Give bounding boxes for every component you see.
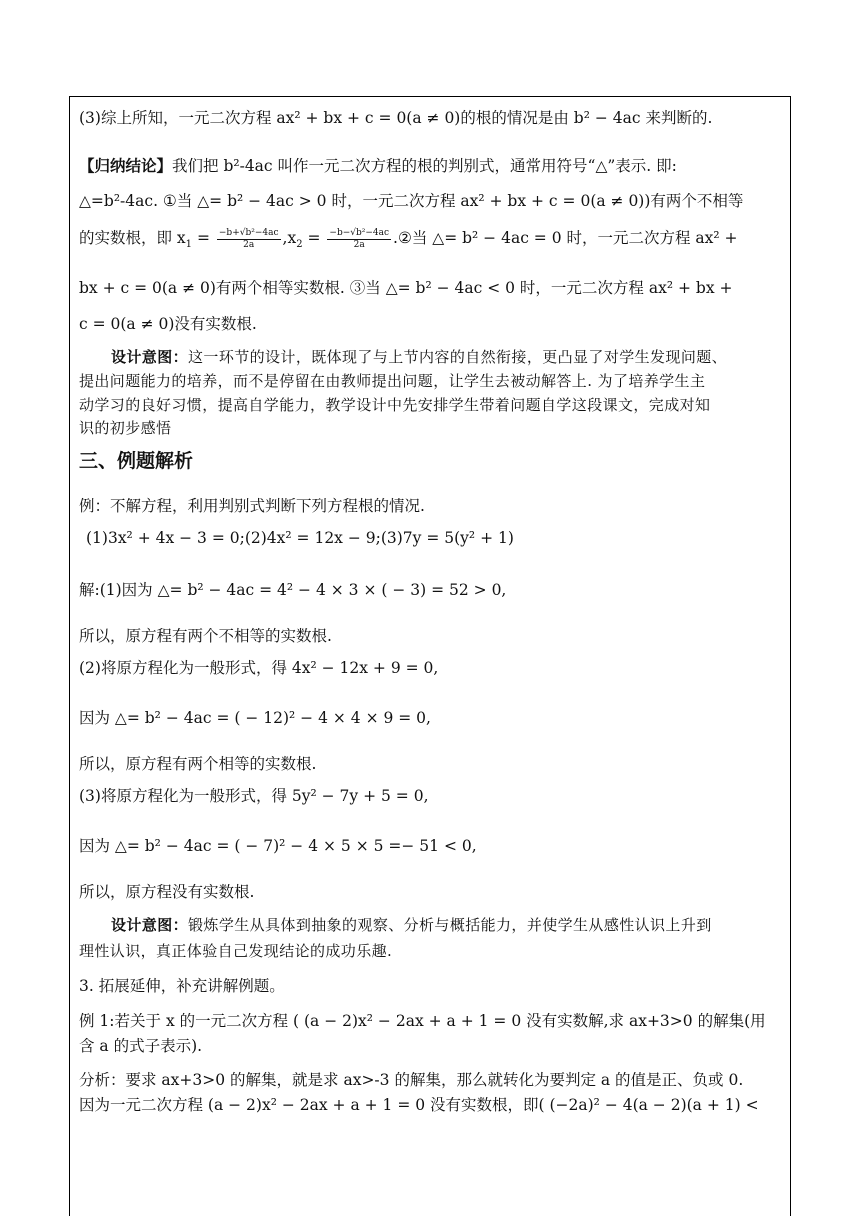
conclusion-bracket-label: 【归纳结论】 [79, 156, 173, 175]
subscript-1: 1 [185, 239, 193, 251]
conclusion-text-3b: ,x [282, 229, 297, 247]
solution-3-conclusion: 所以，原方程没有实数根. [79, 883, 255, 901]
solution-2-conclusion: 所以，原方程有两个相等的实数根. [79, 755, 317, 773]
fraction-1-numerator: −b+√b²−4ac [218, 227, 279, 238]
section-heading-examples: 三、例题解析 [79, 450, 194, 472]
design-intent-2-text-1: 锻炼学生从具体到抽象的观察、分析与概括能力，并使学生从感性认识上升到 [188, 916, 712, 934]
design-intent-2-line-2: 理性认识，真正体验自己发现结论的成功乐趣. [79, 942, 393, 960]
design-intent-2-line-1 [79, 914, 786, 935]
example-1-line-2: 含 a 的式子表示). [79, 1037, 203, 1055]
conclusion-line-5: c = 0(a ≠ 0)没有实数根. [79, 315, 257, 333]
design-intent-1-line-1 [79, 346, 786, 367]
analysis-line-1: 分析：要求 ax+3>0 的解集，就是求 ax>-3 的解集，那么就转化为要判定 a 的值是正、负或 0. [79, 1071, 744, 1089]
conclusion-line-3 [79, 226, 786, 251]
example-1-line-1: 例 1:若关于 x 的一元二次方程 ( (a − 2)x² − 2ax + a + 1 = 0 没有实数解,求 ax+3>0 的解集(用 [79, 1012, 766, 1030]
equals-sign-2: = [302, 229, 326, 247]
root-formula-fraction-1 [217, 228, 281, 251]
example-equations: (1)3x² + 4x − 3 = 0;(2)4x² = 12x − 9;(3)7y = 5(y² + 1) [86, 529, 514, 547]
design-intent-2-label: 设计意图： [111, 916, 189, 934]
conclusion-line-2: △=b²-4ac. ①当 △= b² − 4ac > 0 时，一元二次方程 ax² + bx + c = 0(a ≠ 0))有两个不相等 [79, 192, 744, 210]
fraction-2-numerator: −b−√b²−4ac [329, 227, 390, 238]
design-intent-1-line-2: 提出问题能力的培养，而不是停留在由教师提出问题，让学生去被动解答上. 为了培养学生主 [79, 372, 706, 390]
solution-2: (2)将原方程化为一般形式，得 4x² − 12x + 9 = 0, [79, 659, 439, 677]
conclusion-line-4: bx + c = 0(a ≠ 0)有两个相等实数根. ③当 △= b² − 4ac < 0 时，一元二次方程 ax² + bx + [79, 279, 733, 297]
fraction-1-denominator: 2a [243, 239, 255, 250]
root-formula-fraction-2 [327, 228, 391, 251]
solution-3-discriminant: 因为 △= b² − 4ac = ( − 7)² − 4 × 5 × 5 =− 51 < 0, [79, 837, 477, 855]
conclusion-text-3a: 的实数根，即 x [79, 229, 186, 247]
paragraph-summary: (3)综上所知，一元二次方程 ax² + bx + c = 0(a ≠ 0)的根的情况是由 b² − 4ac 来判断的. [79, 109, 713, 127]
design-intent-1-line-3: 动学习的良好习惯，提高自学能力，教学设计中先安排学生带着问题自学这段课文，完成对知 [79, 396, 711, 414]
conclusion-line-1 [79, 154, 786, 176]
analysis-line-2: 因为一元二次方程 (a − 2)x² − 2ax + a + 1 = 0 没有实数根，即( (−2a)² − 4(a − 2)(a + 1) < [79, 1096, 759, 1114]
design-intent-1-label: 设计意图： [111, 348, 189, 366]
solution-1: 解:(1)因为 △= b² − 4ac = 4² − 4 × 3 × ( − 3) = 52 > 0, [79, 581, 507, 599]
fraction-2-denominator: 2a [353, 239, 365, 250]
design-intent-1-text-1: 这一环节的设计，既体现了与上节内容的自然衔接，更凸显了对学生发现问题、 [188, 348, 728, 366]
subscript-2: 2 [296, 239, 303, 251]
solution-1-conclusion: 所以，原方程有两个不相等的实数根. [79, 627, 332, 645]
extension-title: 3. 拓展延伸，补充讲解例题。 [79, 977, 285, 995]
solution-3: (3)将原方程化为一般形式，得 5y² − 7y + 5 = 0, [79, 787, 429, 805]
design-intent-1-line-4: 识的初步感悟 [79, 419, 172, 437]
conclusion-text-1: 我们把 b²-4ac 叫作一元二次方程的根的判别式，通常用符号“△”表示. 即: [172, 157, 677, 175]
conclusion-text-3c: .②当 △= b² − 4ac = 0 时，一元二次方程 ax² + [393, 229, 738, 247]
equals-sign-1: = [192, 229, 215, 247]
example-intro: 例：不解方程，利用判别式判断下列方程根的情况. [79, 497, 425, 515]
solution-2-discriminant: 因为 △= b² − 4ac = ( − 12)² − 4 × 4 × 9 = 0, [79, 709, 431, 727]
